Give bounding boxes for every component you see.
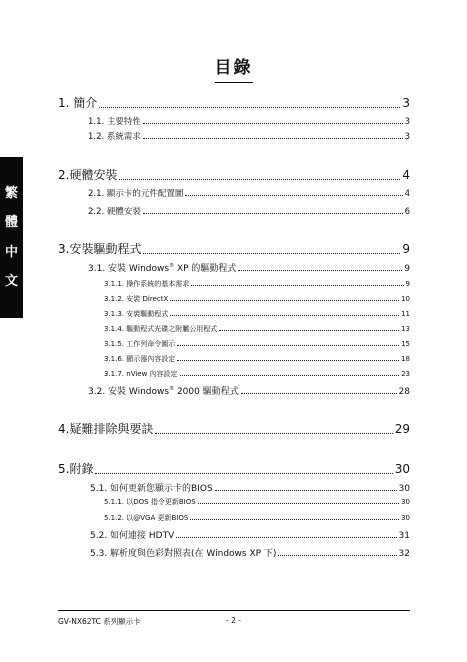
toc-page-number: 9	[405, 280, 410, 288]
dot-leader	[143, 123, 403, 124]
dot-leader	[215, 490, 397, 491]
dot-leader	[177, 360, 399, 361]
dot-leader	[177, 345, 399, 346]
toc-label: 4.疑難排除與要訣	[58, 422, 154, 436]
toc-label: 5.1.1. 以DOS 指令更新BIOS	[104, 498, 196, 506]
toc-page-number: 30	[401, 498, 410, 506]
toc-page-number: 30	[398, 484, 410, 494]
toc-label: 2.硬體安裝	[58, 168, 118, 182]
toc-entry-1-2[interactable]	[88, 130, 410, 142]
toc-entry-3[interactable]	[58, 240, 410, 257]
footer-page-number: - 2 -	[226, 616, 241, 625]
toc-label: 5.附錄	[58, 462, 94, 476]
dot-leader	[119, 179, 400, 180]
toc-entry-3-1-6[interactable]	[104, 354, 410, 364]
dot-leader	[180, 375, 400, 376]
toc-entry-3-1-2[interactable]	[104, 294, 410, 304]
toc-page-number: 3	[402, 96, 410, 110]
toc-label: 3.1.4. 驅動程式光碟之附屬公用程式	[104, 325, 218, 333]
toc-label-part: 2000 驅動程式	[174, 387, 239, 397]
footer-divider	[58, 610, 410, 611]
side-tab-char: 中	[4, 244, 18, 260]
footer-product-name: GV-NX62TC 系列顯示卡	[58, 617, 141, 626]
toc-entry-2-2[interactable]	[88, 205, 410, 217]
toc-entry-5-3[interactable]	[90, 546, 410, 559]
toc-label: 2.1. 顯示卡的元件配置圖	[88, 189, 184, 199]
toc-label: 2.2. 硬體安裝	[88, 207, 141, 217]
toc-label: 5.3. 解析度與色彩對照表(在 Windows XP 下)	[90, 549, 277, 559]
language-side-tab	[0, 157, 23, 318]
toc-entry-5-2[interactable]	[90, 528, 410, 541]
toc-label-part: 3.1. 安裝 Windows	[88, 264, 170, 274]
toc-entry-2[interactable]	[58, 166, 410, 183]
toc-entry-5-1-2[interactable]	[104, 513, 410, 523]
side-tab-char: 繁	[4, 186, 18, 202]
side-tab-char: 體	[4, 215, 18, 231]
toc-label: 3.1.3. 安裝驅動程式	[104, 310, 169, 318]
toc-page-number: 6	[404, 207, 410, 217]
toc-label: 3.1.1. 操作系統的基本需求	[104, 280, 190, 288]
toc-page-number: 9	[402, 242, 410, 256]
toc-page-number: 3	[404, 117, 410, 127]
dot-leader	[143, 253, 400, 254]
dot-leader	[185, 195, 402, 196]
toc-page-number: 10	[401, 295, 410, 303]
toc-label-part: XP 的驅動程式	[174, 264, 237, 274]
dot-leader	[191, 285, 403, 286]
toc-entry-3-1-5[interactable]	[104, 339, 410, 349]
dot-leader	[143, 138, 403, 139]
toc-label: 5.1.2. 以@VGA 更新BIOS	[104, 514, 189, 522]
dot-leader	[143, 213, 403, 214]
toc-page-number: 28	[398, 387, 410, 397]
dot-leader	[190, 519, 399, 520]
toc-page-number: 3	[404, 132, 410, 142]
dot-leader	[155, 433, 392, 434]
dot-leader	[170, 300, 399, 301]
dot-leader	[219, 330, 399, 331]
toc-label: 3.安裝驅動程式	[58, 242, 142, 256]
toc-entry-2-1[interactable]	[88, 187, 410, 199]
toc-label: 5.1. 如何更新您顯示卡的BIOS	[90, 484, 213, 494]
toc-entry-3-1[interactable]	[88, 261, 410, 274]
dot-leader	[95, 473, 392, 474]
toc-page-number: 18	[401, 355, 410, 363]
toc-entry-3-1-1[interactable]	[104, 279, 410, 289]
toc-page-number: 32	[398, 549, 410, 559]
toc-label: 1.2. 系統需求	[88, 132, 141, 142]
page-title-wrap	[0, 53, 467, 83]
dot-leader	[198, 503, 399, 504]
page-title: 目錄	[215, 53, 253, 83]
toc-label: 1.1. 主要特性	[88, 117, 141, 127]
registered-mark: ®	[169, 386, 175, 392]
toc-entry-4[interactable]	[58, 420, 410, 437]
toc-label	[88, 261, 236, 274]
toc-label: 3.1.2. 安裝 DirectX	[104, 295, 169, 303]
toc-entry-3-2[interactable]	[88, 384, 410, 397]
toc-page-number: 4	[402, 168, 410, 182]
toc-page-number: 30	[401, 514, 410, 522]
toc-page-number: 15	[401, 340, 410, 348]
toc-entry-3-1-4[interactable]	[104, 324, 410, 334]
toc-label: 3.1.6. 顯示器內容設定	[104, 355, 176, 363]
dot-leader	[176, 537, 396, 538]
toc-entry-5[interactable]	[58, 460, 410, 477]
dot-leader	[99, 107, 400, 108]
dot-leader	[238, 270, 402, 271]
toc-entry-5-1[interactable]	[90, 481, 410, 494]
dot-leader	[241, 393, 397, 394]
toc-entry-1-1[interactable]	[88, 115, 410, 127]
toc-page-number: 4	[404, 189, 410, 199]
toc-entry-5-1-1[interactable]	[104, 497, 410, 507]
registered-mark: ®	[169, 263, 175, 269]
toc-label: 3.1.7. nView 內容設定	[104, 370, 178, 378]
toc-label: 5.2. 如何連接 HDTV	[90, 531, 175, 541]
toc-page-number: 31	[398, 531, 410, 541]
toc-page-number: 11	[401, 310, 410, 318]
toc-label: 1. 簡介	[58, 96, 98, 110]
toc-page-number: 13	[401, 325, 410, 333]
toc-label: 3.1.5. 工作列命令圖示	[104, 340, 176, 348]
toc-page-number: 23	[401, 370, 410, 378]
toc-entry-3-1-7[interactable]	[104, 369, 410, 379]
side-tab-char: 文	[4, 273, 18, 289]
toc-label	[88, 384, 239, 397]
toc-label-part: 3.2. 安裝 Windows	[88, 387, 170, 397]
toc-page-number: 30	[394, 462, 410, 476]
toc-page-number: 9	[404, 264, 410, 274]
toc-entry-1[interactable]	[58, 94, 410, 111]
dot-leader	[278, 555, 396, 556]
toc-entry-3-1-3[interactable]	[104, 309, 410, 319]
dot-leader	[170, 315, 399, 316]
toc-page-number: 29	[394, 422, 410, 436]
